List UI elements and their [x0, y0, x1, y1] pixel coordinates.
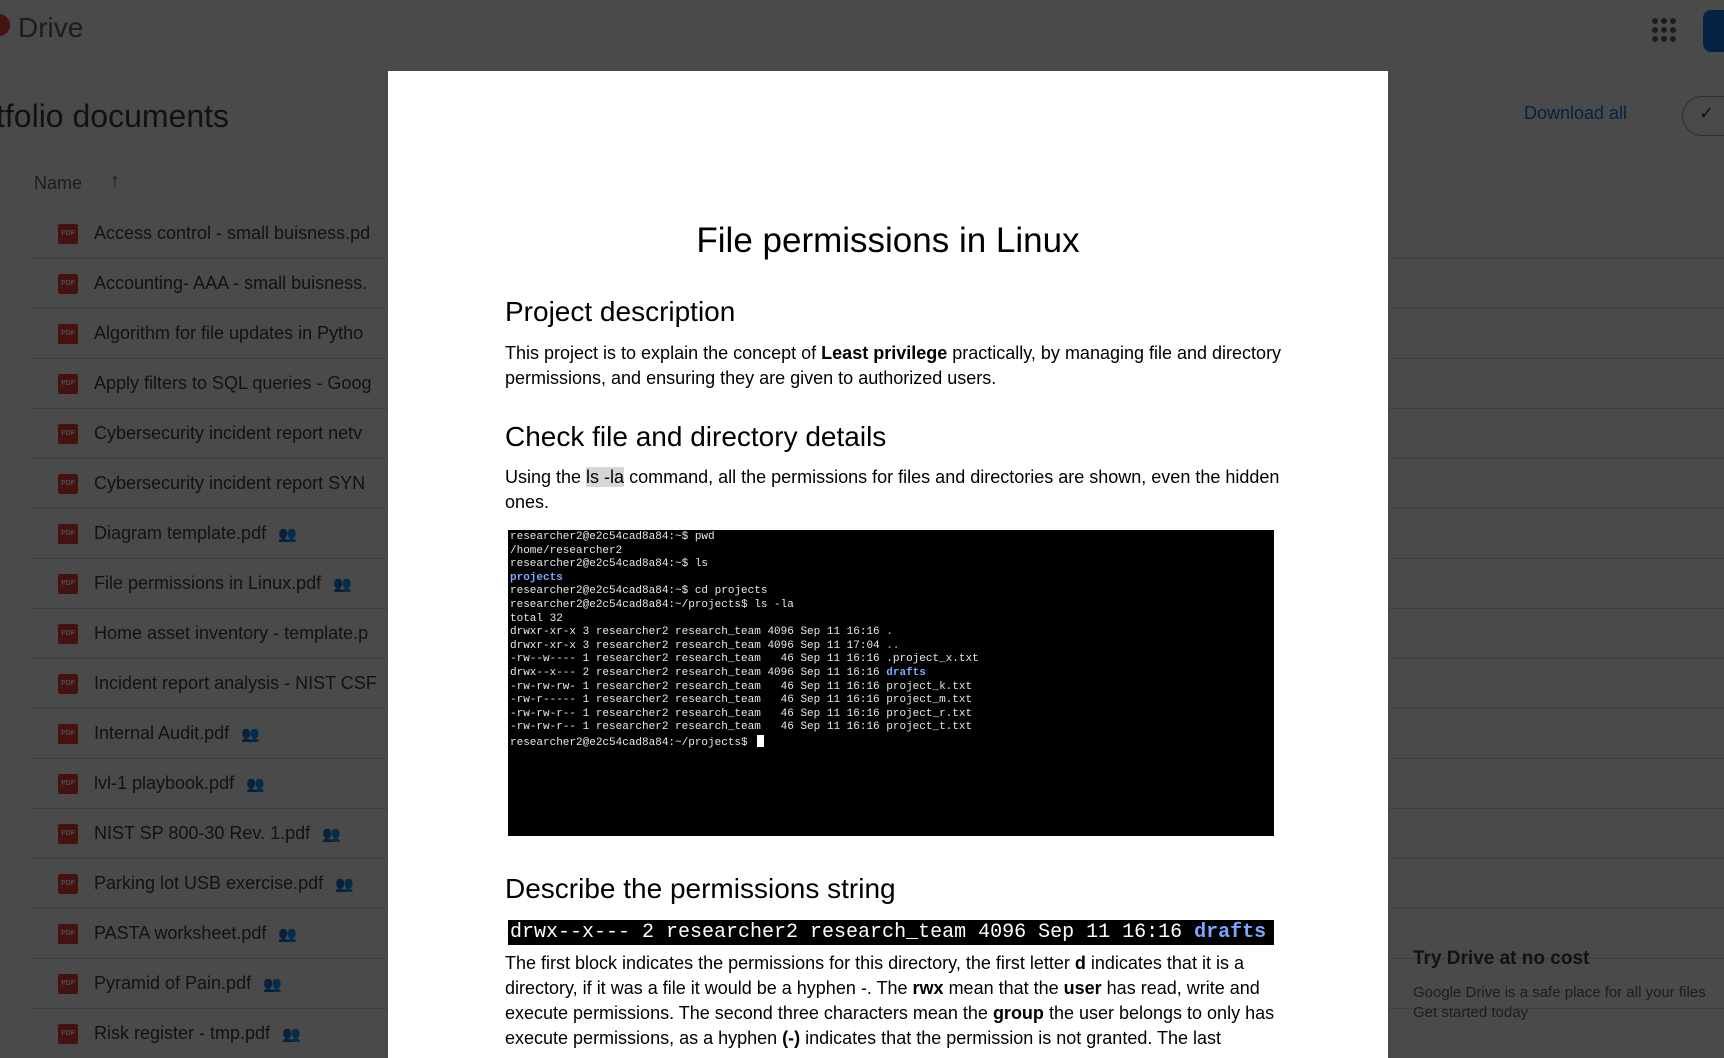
terminal-prompt-line: researcher2@e2c54cad8a84:~/projects$: [510, 735, 1272, 749]
bold-least-privilege: Least privilege: [821, 343, 948, 363]
heading-permissions-string: Describe the permissions string: [505, 873, 896, 904]
terminal-listing-line: drwx--x--- 2 researcher2 research_team 4096 Sep 11 16:16 drafts: [510, 666, 926, 679]
terminal-line: total 32: [510, 612, 563, 625]
terminal-line: researcher2@e2c54cad8a84:~$ cd projects: [510, 585, 768, 598]
terminal-line: /home/researcher2: [510, 544, 623, 557]
terminal-cursor: [757, 735, 764, 747]
terminal-listing-line: drwxr-xr-x 3 researcher2 research_team 4096 Sep 11 16:16 .: [510, 626, 893, 639]
terminal-line: projects: [510, 571, 563, 584]
terminal-screenshot: [508, 530, 1274, 836]
paragraph-project-description: This project is to explain the concept of Least privilege practically, by managing file and directory permissions, and ensuring they are given to authorized users.: [505, 343, 1282, 388]
terminal-line: researcher2@e2c54cad8a84:~/projects$ ls -la: [510, 598, 794, 611]
highlighted-command: ls -la: [586, 467, 625, 487]
terminal-listing-line: drwxr-xr-x 3 researcher2 research_team 4096 Sep 11 17:04 ..: [510, 639, 900, 652]
terminal-listing-line: -rw-rw-r-- 1 researcher2 research_team 46 Sep 11 16:16 project_t.txt: [510, 721, 973, 734]
terminal-line: researcher2@e2c54cad8a84:~$ ls: [510, 558, 709, 571]
heading-project-description: Project description: [505, 296, 736, 327]
paragraph-permissions-explained: The first block indicates the permissions for this directory, the first letter d indicates that it is a directory, if it was a file it would be a hyphen -. The rwx mean that the user has read, write and execute permissions. The second three characters mean the group the user belongs to only has execute permissions, as a hyphen (-) indicates that the permission is not granted. The last: [505, 953, 1275, 1048]
terminal-listing-line: -rw-rw-rw- 1 researcher2 research_team 46 Sep 11 16:16 project_k.txt: [510, 680, 973, 693]
pdf-page: [388, 71, 1388, 1058]
terminal-listing-line: -rw-rw-r-- 1 researcher2 research_team 46 Sep 11 16:16 project_r.txt: [510, 707, 973, 720]
heading-check-details: Check file and directory details: [505, 421, 887, 452]
terminal-listing-line: -rw--w---- 1 researcher2 research_team 46 Sep 11 16:16 .project_x.txt: [510, 653, 979, 666]
paragraph-check-details: Using the ls -la command, all the permissions for files and directories are shown, even the hidden ones.: [505, 467, 1280, 512]
permissions-string-screenshot: drwx--x--- 2 researcher2 research_team 4096 Sep 11 16:16 drafts: [508, 920, 1274, 945]
terminal-line: researcher2@e2c54cad8a84:~$ pwd: [510, 531, 715, 543]
terminal-listing-line: -rw-r----- 1 researcher2 research_team 46 Sep 11 16:16 project_m.txt: [510, 694, 973, 707]
document-title: File permissions in Linux: [696, 221, 1080, 260]
